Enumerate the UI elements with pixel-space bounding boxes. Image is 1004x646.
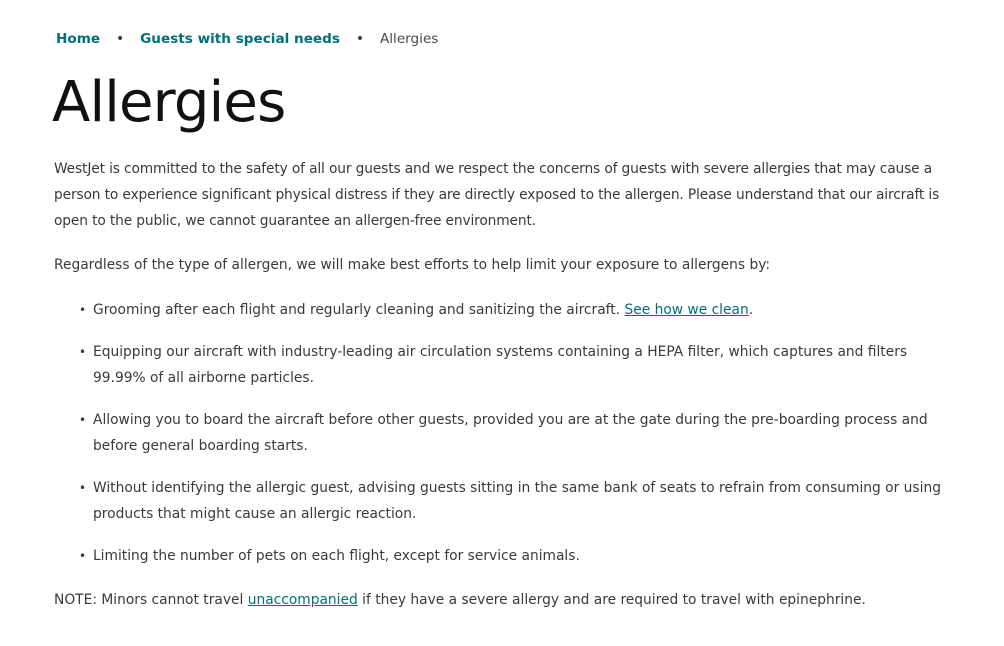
list-item	[54, 407, 954, 459]
article-content	[54, 156, 954, 613]
list-item	[54, 297, 954, 323]
unaccompanied-link[interactable]: unaccompanied	[247, 592, 358, 608]
list-item	[54, 543, 954, 569]
breadcrumb-current: Allergies	[379, 31, 439, 47]
list-item	[54, 339, 954, 391]
list-item-text: Grooming after each flight and regularly cleaning and sanitizing the aircraft.	[93, 302, 625, 318]
breadcrumb-separator: •	[355, 31, 365, 47]
bullet-marker: •	[79, 481, 87, 495]
note-paragraph	[54, 587, 954, 613]
note-text-before: NOTE: Minors cannot travel	[54, 592, 248, 608]
bullet-marker: •	[79, 303, 87, 317]
see-how-we-clean-link[interactable]: See how we clean	[624, 302, 749, 318]
lead-paragraph: Regardless of the type of allergen, we will make best efforts to help limit your exposure to allergens by:	[54, 257, 771, 273]
intro-paragraph: WestJet is committed to the safety of all our guests and we respect the concerns of guests with severe allergies that may cause a person to experience significant physical distress if they are directly exposed to the allergen. Please understand that our aircraft is open to the public, we cannot guarantee an allergen-free environment.	[54, 161, 940, 229]
breadcrumb	[56, 29, 438, 49]
breadcrumb-separator: •	[115, 31, 125, 47]
note-text-after: if they have a severe allergy and are required to travel with epinephrine.	[357, 592, 866, 608]
list-item-text: Limiting the number of pets on each flight, except for service animals.	[93, 548, 580, 564]
bullet-marker: •	[79, 345, 87, 359]
list-item-text: Allowing you to board the aircraft before other guests, provided you are at the gate during the pre-boarding process and before general boarding starts.	[93, 412, 928, 454]
breadcrumb-guests-special-needs-link[interactable]: Guests with special needs	[140, 31, 340, 47]
breadcrumb-home-link[interactable]: Home	[56, 31, 101, 47]
bullet-marker: •	[79, 549, 87, 563]
list-item-text: Equipping our aircraft with industry-leading air circulation systems containing a HEPA filter, which captures and filters 99.99% of all airborne particles.	[93, 344, 908, 386]
list-item-suffix: .	[748, 302, 754, 318]
list-item	[54, 475, 954, 527]
bullet-marker: •	[79, 413, 87, 427]
measures-list	[54, 297, 954, 569]
list-item-text: Without identifying the allergic guest, advising guests sitting in the same bank of seats to refrain from consuming or using products that might cause an allergic reaction.	[93, 480, 941, 522]
page-title: Allergies	[52, 70, 286, 135]
